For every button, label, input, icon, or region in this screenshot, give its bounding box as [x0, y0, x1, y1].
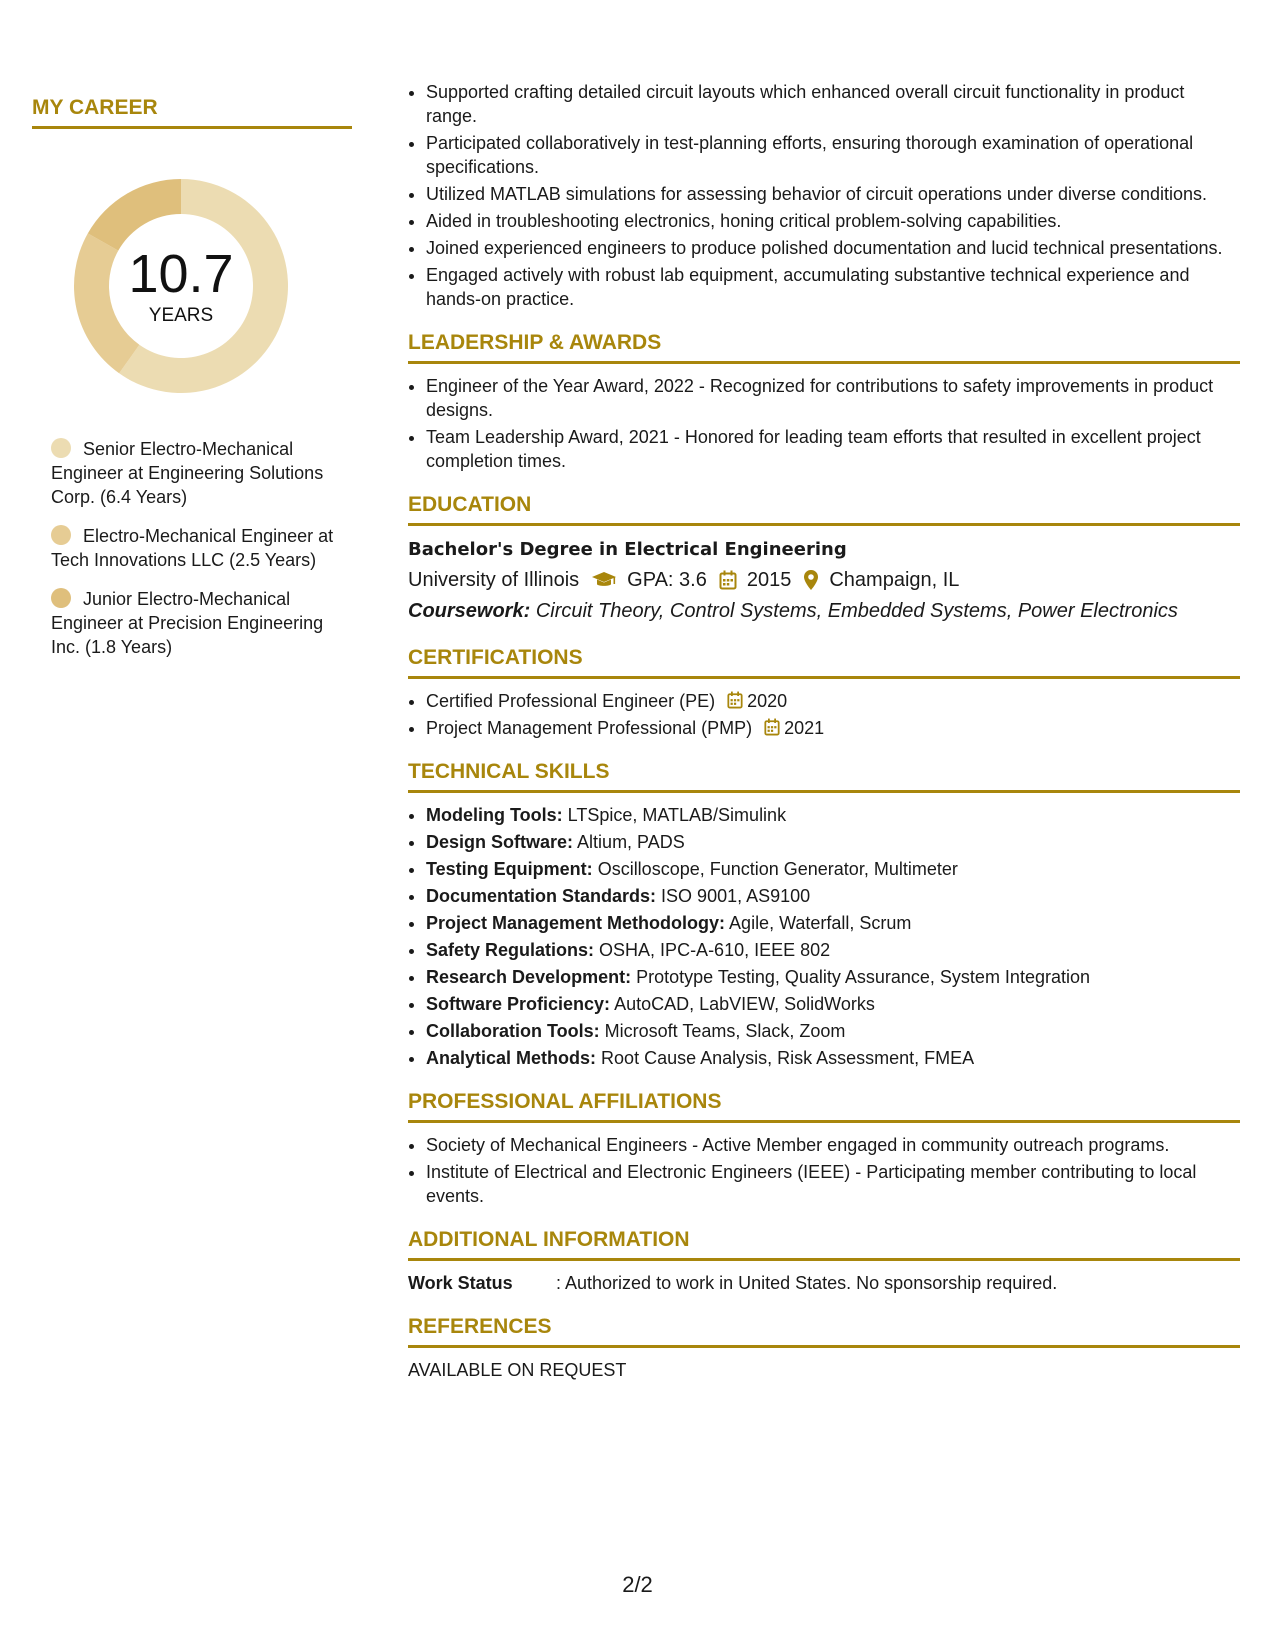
- list-item: • Team Leadership Award, 2021 - Honored for leading team efforts that resulted in excellent project completion times.: [426, 425, 1240, 473]
- skill-value: Prototype Testing, Quality Assurance, System Integration: [636, 967, 1090, 987]
- cert-name: Certified Professional Engineer (PE): [426, 691, 716, 711]
- list-item: • Aided in troubleshooting electronics, honing critical problem-solving capabilities.: [426, 209, 1240, 233]
- coursework-value: Circuit Theory, Control Systems, Embedded Systems, Power Electronics: [535, 600, 1178, 622]
- total-years: 10.7: [128, 244, 234, 304]
- list-item: [426, 884, 1240, 908]
- education-gpa: GPA: 3.6: [627, 569, 707, 591]
- legend-item: [51, 524, 336, 572]
- affiliations-list: [408, 1133, 1240, 1208]
- list-item: [426, 938, 1240, 962]
- skill-label: Collaboration Tools:: [426, 1021, 600, 1041]
- skill-value: Oscilloscope, Function Generator, Multimeter: [597, 859, 958, 879]
- skill-label: Analytical Methods:: [426, 1048, 597, 1068]
- legend-item: [51, 437, 336, 509]
- work-status-key: Work Status: [408, 1273, 513, 1293]
- legend-dot: [51, 588, 71, 608]
- skill-value: OSHA, IPC-A-610, IEEE 802: [599, 940, 831, 960]
- skill-value: ISO 9001, AS9100: [661, 886, 811, 906]
- list-item: [426, 716, 1240, 740]
- legend-dot: [51, 525, 71, 545]
- list-item: [426, 857, 1240, 881]
- calendar-icon: [727, 691, 743, 709]
- list-item: • Joined experienced engineers to produce polished documentation and lucid technical presentations.: [426, 236, 1240, 260]
- education-year: 2015: [746, 569, 792, 591]
- skill-label: Research Development:: [426, 967, 632, 987]
- section-title-skills: TECHNICAL SKILLS: [408, 760, 1240, 793]
- skill-label: Testing Equipment:: [426, 859, 593, 879]
- skill-value: Root Cause Analysis, Risk Assessment, FMEA: [601, 1048, 975, 1068]
- leadership-list: [408, 374, 1240, 473]
- education-details: [408, 564, 1240, 596]
- career-title: MY CAREER: [32, 96, 352, 129]
- cert-name: Project Management Professional (PMP): [426, 718, 753, 738]
- list-item: [426, 830, 1240, 854]
- section-title-additional: ADDITIONAL INFORMATION: [408, 1228, 1240, 1261]
- list-item: [426, 1046, 1240, 1070]
- list-item: • Institute of Electrical and Electronic Engineers (IEEE) - Participating member contributing to local events.: [426, 1160, 1240, 1208]
- education-coursework: [408, 596, 1240, 626]
- legend-label: Junior Electro-Mechanical Engineer at Precision Engineering Inc. (1.8 Years): [51, 589, 324, 657]
- calendar-icon: [764, 718, 780, 736]
- donut-center: [66, 171, 296, 401]
- section-title-references: REFERENCES: [408, 1315, 1240, 1348]
- section-title-affiliations: PROFESSIONAL AFFILIATIONS: [408, 1090, 1240, 1123]
- career-sidebar: [32, 96, 352, 674]
- section-title-certifications: CERTIFICATIONS: [408, 646, 1240, 679]
- years-unit: YEARS: [148, 305, 214, 326]
- legend-item: [51, 587, 336, 659]
- list-item: [426, 803, 1240, 827]
- skill-value: LTSpice, MATLAB/Simulink: [567, 805, 787, 825]
- skills-list: [408, 803, 1240, 1070]
- calendar-icon: [719, 570, 737, 590]
- page-number: [0, 1572, 1275, 1598]
- list-item: [426, 992, 1240, 1016]
- certifications-list: [408, 689, 1240, 740]
- legend-label: Electro-Mechanical Engineer at Tech Innovations LLC (2.5 Years): [51, 526, 334, 570]
- skill-label: Project Management Methodology:: [426, 913, 726, 933]
- skill-label: Software Proficiency:: [426, 994, 611, 1014]
- skill-value: Microsoft Teams, Slack, Zoom: [604, 1021, 846, 1041]
- list-item: • Utilized MATLAB simulations for assessing behavior of circuit operations under diverse conditions.: [426, 182, 1240, 206]
- list-item: [426, 911, 1240, 935]
- career-legend: [32, 437, 352, 659]
- legend-dot: [51, 438, 71, 458]
- references-text: AVAILABLE ON REQUEST: [408, 1360, 627, 1380]
- work-status-row: [408, 1271, 1240, 1295]
- experience-list: [408, 80, 1240, 311]
- page-number-text: 2/2: [622, 1572, 653, 1597]
- list-item: [426, 1019, 1240, 1043]
- coursework-label: Coursework:: [408, 600, 531, 622]
- list-item: • Society of Mechanical Engineers - Active Member engaged in community outreach programs.: [426, 1133, 1240, 1157]
- graduation-cap-icon: [591, 571, 617, 589]
- skill-value: Altium, PADS: [577, 832, 685, 852]
- skill-value: AutoCAD, LabVIEW, SolidWorks: [614, 994, 875, 1014]
- skill-value: Agile, Waterfall, Scrum: [729, 913, 912, 933]
- education-location: Champaign, IL: [829, 569, 960, 591]
- skill-label: Safety Regulations:: [426, 940, 595, 960]
- list-item: [426, 965, 1240, 989]
- education-school: University of Illinois: [408, 569, 580, 591]
- list-item: • Engaged actively with robust lab equipment, accumulating substantive technical experience and hands-on practice.: [426, 263, 1240, 311]
- cert-year: 2021: [784, 718, 825, 738]
- skill-label: Modeling Tools:: [426, 805, 563, 825]
- legend-label: Senior Electro-Mechanical Engineer at Engineering Solutions Corp. (6.4 Years): [51, 439, 324, 507]
- main-content: [408, 80, 1240, 1382]
- map-pin-icon: [803, 569, 819, 591]
- skill-label: Documentation Standards:: [426, 886, 657, 906]
- career-donut-chart: [66, 171, 296, 401]
- section-title-leadership: LEADERSHIP & AWARDS: [408, 331, 1240, 364]
- list-item: [426, 689, 1240, 713]
- education-degree: Bachelor's Degree in Electrical Engineering: [408, 539, 847, 560]
- list-item: • Participated collaboratively in test-planning efforts, ensuring thorough examination of operational specifications.: [426, 131, 1240, 179]
- skill-label: Design Software:: [426, 832, 574, 852]
- cert-year: 2020: [747, 691, 788, 711]
- list-item: • Engineer of the Year Award, 2022 - Recognized for contributions to safety improvements in product designs.: [426, 374, 1240, 422]
- section-title-education: EDUCATION: [408, 493, 1240, 526]
- list-item: • Supported crafting detailed circuit layouts which enhanced overall circuit functionality in product range.: [426, 80, 1240, 128]
- work-status-value: : Authorized to work in United States. No sponsorship required.: [556, 1273, 1058, 1293]
